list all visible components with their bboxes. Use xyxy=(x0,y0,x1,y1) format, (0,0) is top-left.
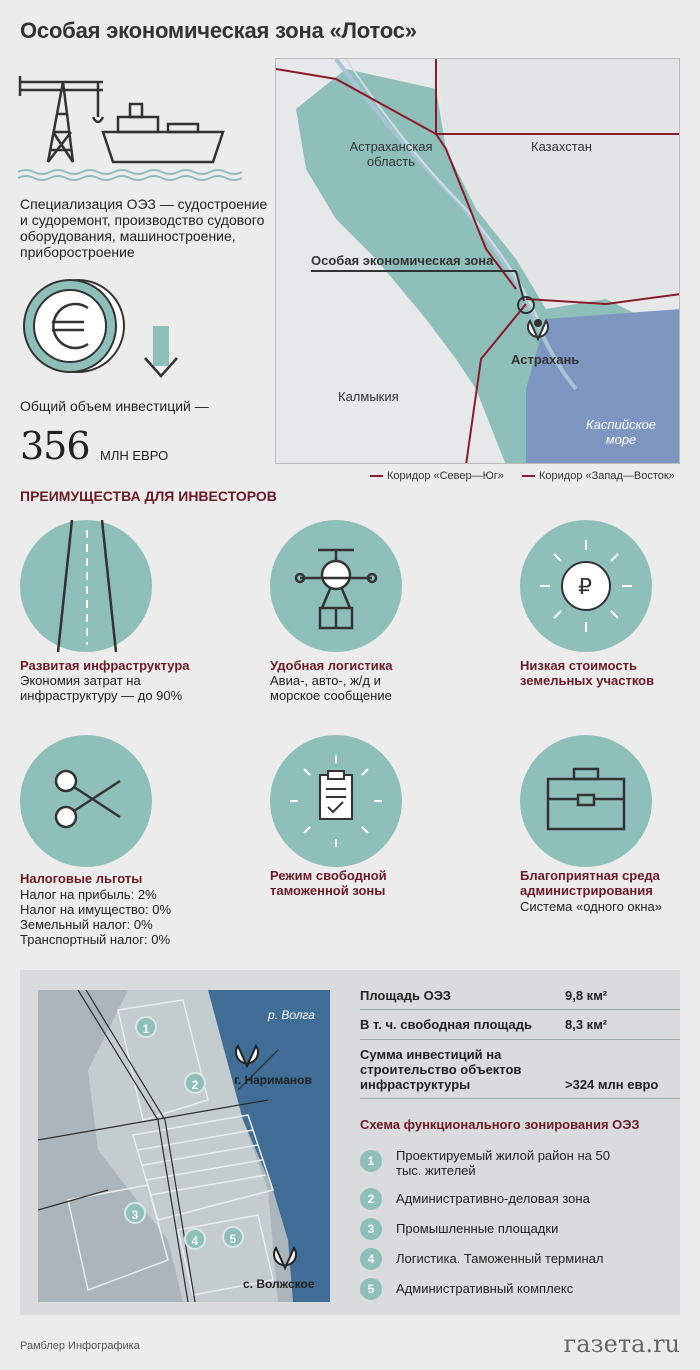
infrastructure-icon xyxy=(20,520,152,652)
region-map xyxy=(275,58,680,464)
stat-investment: Сумма инвестиций на строительство объектов инфраструктуры >324 млн евро xyxy=(360,1047,659,1092)
plan-marker-2: 2 xyxy=(184,1072,206,1094)
label-kazakhstan: Казахстан xyxy=(531,139,592,154)
adv-title-logistics: Удобная логистика xyxy=(270,658,393,673)
divider xyxy=(360,1039,680,1040)
adv-title-land: Низкая стоимость земельных участков xyxy=(520,658,655,688)
svg-text:₽: ₽ xyxy=(578,574,592,599)
adv-tax-line-4: Транспортный налог: 0% xyxy=(20,932,171,947)
crane-ship-illustration xyxy=(18,62,268,182)
plan-town-narimanov: г. Нариманов xyxy=(234,1073,312,1087)
tax-icon xyxy=(20,735,152,867)
page-title: Особая экономическая зона «Лотос» xyxy=(20,18,417,43)
adv-tax-line-1: Налог на прибыль: 2% xyxy=(20,887,157,902)
adv-tax-line-2: Налог на имущество: 0% xyxy=(20,902,172,917)
specialization-text: Специализация ОЭЗ — судостроение и судоремонт, производство судового оборудования, машиностроение, приборостроение xyxy=(20,196,268,260)
label-astrakhan-city: Астрахань xyxy=(511,352,580,367)
investment-label: Общий объем инвестиций — xyxy=(20,398,209,414)
label-sez: Особая экономическая зона xyxy=(311,253,494,268)
adv-desc-logistics: Авиа-, авто-, ж/д и морское сообщение xyxy=(270,673,392,703)
footer-credit: Рамблер Инфографика xyxy=(20,1340,140,1352)
divider xyxy=(360,1098,680,1099)
plan-town-volzhskoe: с. Волжское xyxy=(243,1277,315,1291)
adv-desc-infrastructure: Экономия затрат на инфраструктуру — до 90% xyxy=(20,673,183,703)
adv-title-customs: Режим свободной таможенной зоны xyxy=(270,868,387,898)
footer-logo[interactable]: газета.ru xyxy=(563,1330,680,1358)
plan-river-label: р. Волга xyxy=(268,1008,315,1022)
investment-value: 356 xyxy=(20,424,90,468)
adv-title-admin: Благоприятная среда администрирования xyxy=(520,868,660,898)
land-cost-icon xyxy=(520,520,652,652)
legend-north-south: Коридор «Север—Юг» xyxy=(370,470,504,482)
label-astrakhan-region: Астраханская область xyxy=(349,139,433,169)
stat-area: Площадь ОЭЗ 9,8 км² xyxy=(360,988,608,1003)
plan-marker-5: 5 xyxy=(222,1226,244,1248)
zoning-heading: Схема функционального зонирования ОЭЗ xyxy=(360,1117,640,1132)
legend-west-east: Коридор «Запад—Восток» xyxy=(522,470,675,482)
customs-icon xyxy=(270,735,402,867)
euro-coin-icon xyxy=(20,278,195,383)
advantages-heading: ПРЕИМУЩЕСТВА ДЛЯ ИНВЕСТОРОВ xyxy=(20,488,277,504)
stat-free-area: В т. ч. свободная площадь 8,3 км² xyxy=(360,1017,608,1032)
zone-plan-map xyxy=(38,990,330,1302)
zone-item-2: 2 Административно-деловая зона xyxy=(360,1188,670,1212)
zone-item-1: 1 Проектируемый жилой район на 50 тыс. жителей xyxy=(360,1150,670,1184)
plan-marker-3: 3 xyxy=(124,1202,146,1224)
adv-title-tax: Налоговые льготы xyxy=(20,871,143,886)
zone-plan-shapes xyxy=(38,990,330,1302)
plan-marker-1: 1 xyxy=(135,1016,157,1038)
zone-item-3: 3 Промышленные площадки xyxy=(360,1218,670,1242)
zone-item-5: 5 Административный комплекс xyxy=(360,1278,670,1302)
investment-unit: МЛН ЕВРО xyxy=(100,448,169,463)
divider xyxy=(360,1009,680,1010)
adv-title-infrastructure: Развитая инфраструктура xyxy=(20,658,190,673)
label-caspian: Каспийское море xyxy=(585,417,657,447)
adv-tax-line-3: Земельный налог: 0% xyxy=(20,917,153,932)
briefcase-icon xyxy=(520,735,652,867)
label-kalmykia: Калмыкия xyxy=(338,389,399,404)
adv-desc-admin: Система «одного окна» xyxy=(520,899,662,914)
plan-marker-4: 4 xyxy=(184,1228,206,1250)
logistics-icon xyxy=(270,520,402,652)
zone-item-4: 4 Логистика. Таможенный терминал xyxy=(360,1248,670,1272)
